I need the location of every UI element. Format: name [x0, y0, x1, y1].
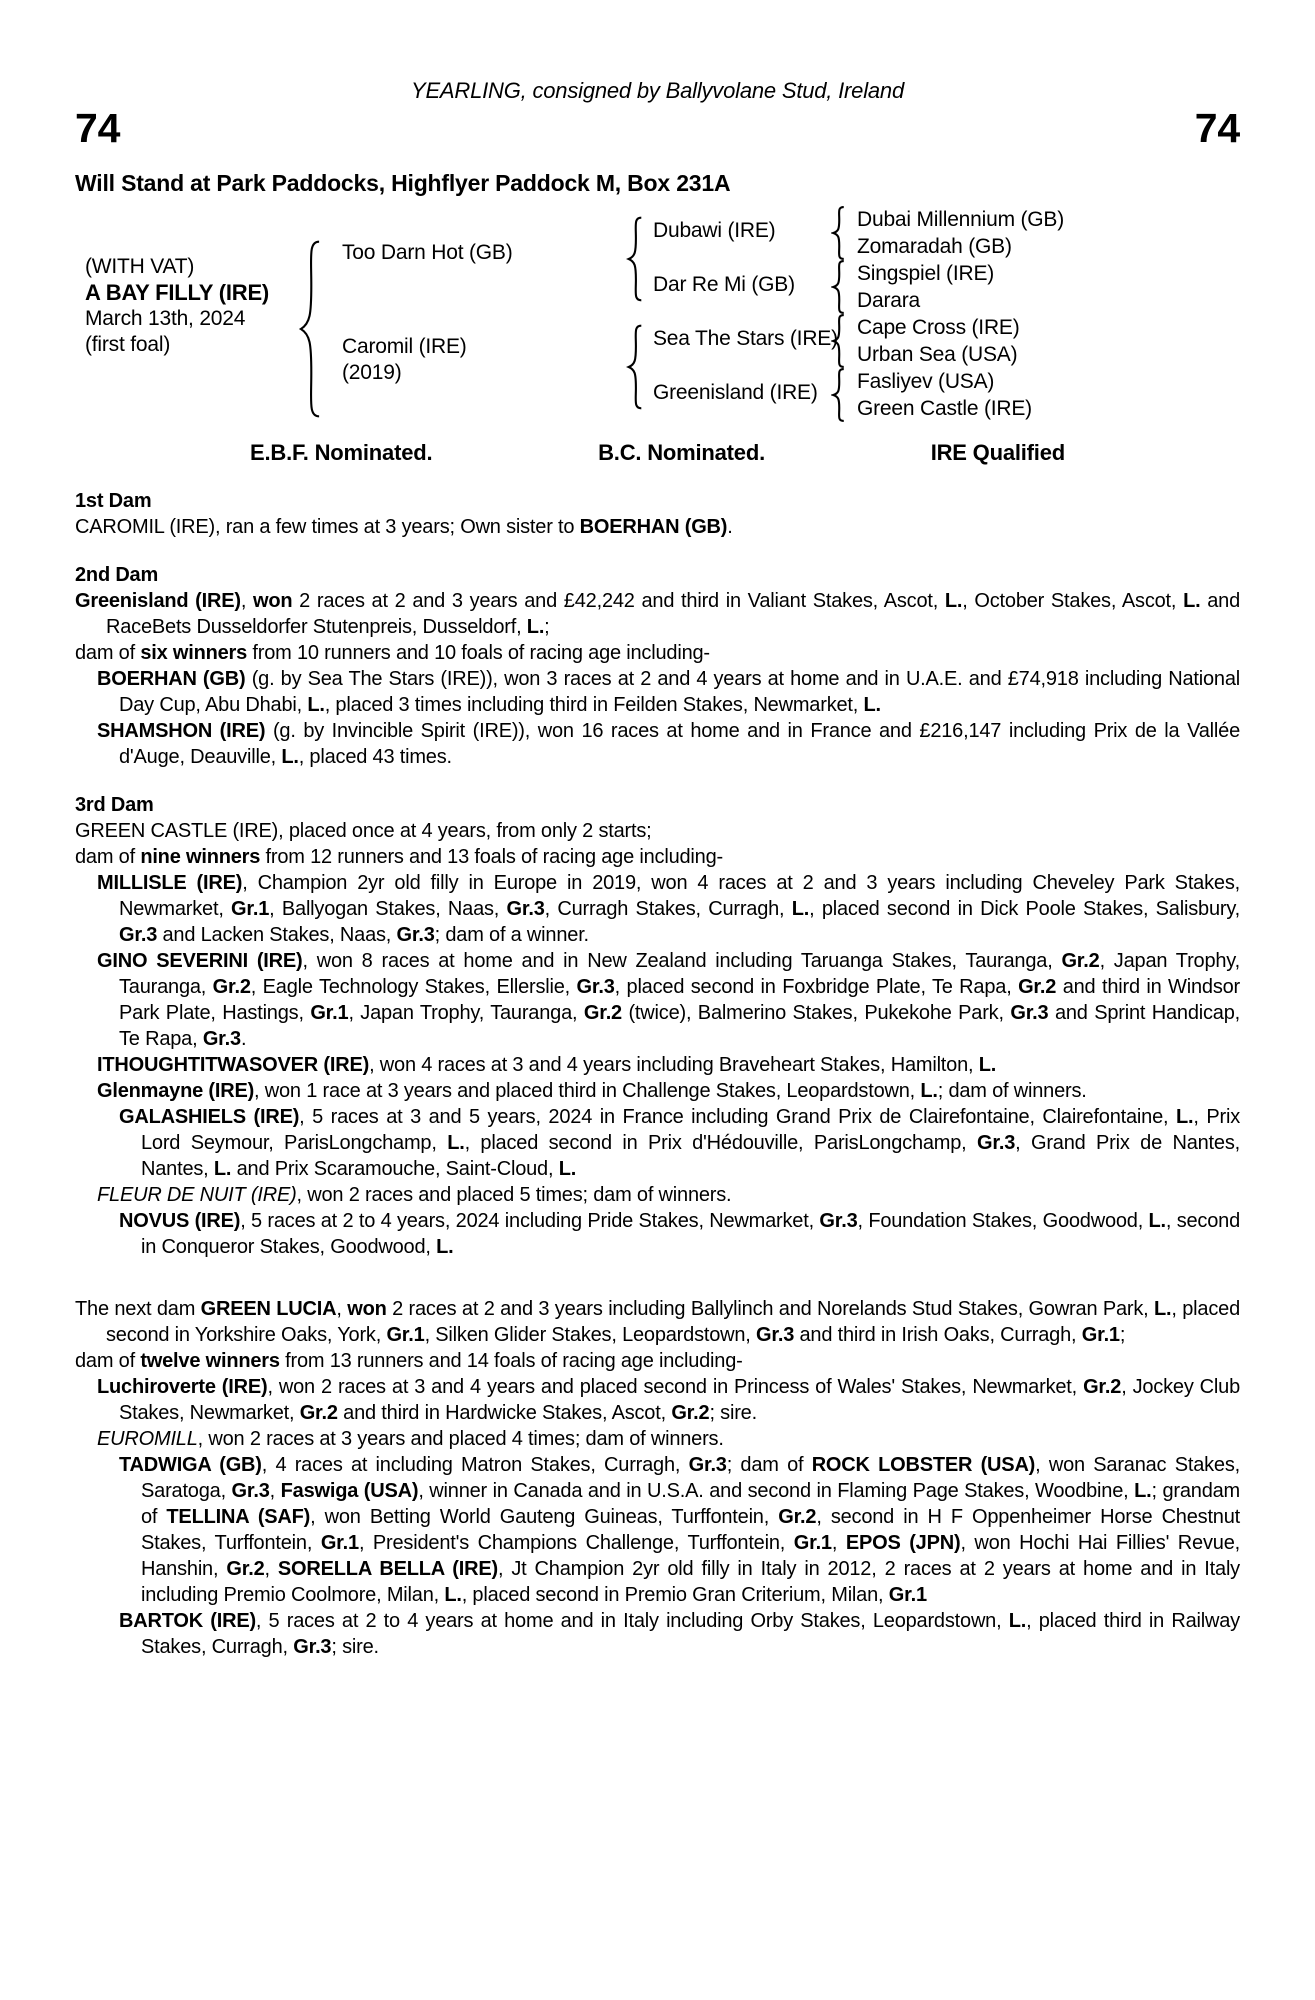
- dam-section-heading: 1st Dam: [75, 490, 152, 512]
- great-grandparent-name: Urban Sea (USA): [857, 343, 1018, 366]
- lot-details: [85, 254, 269, 358]
- pedigree-paragraph: Glenmayne (IRE), won 1 race at 3 years and placed third in Challenge Stakes, Leopardstown, L.; dam of winners.: [97, 1080, 1087, 1102]
- dam-sire-name: Sea The Stars (IRE): [653, 327, 838, 350]
- lot-number-right: 74: [1194, 105, 1240, 151]
- pedigree-table: [75, 204, 1240, 438]
- dam-section-heading: 3rd Dam: [75, 794, 154, 816]
- catalogue-text: [75, 488, 1240, 1660]
- pedigree-paragraph: NOVUS (IRE), 5 races at 2 to 4 years, 2024 including Pride Stakes, Newmarket, Gr.3, Foundation Stakes, Goodwood, L., second in Conqueror Stakes, Goodwood, L.: [119, 1210, 1240, 1258]
- pedigree-paragraph: BARTOK (IRE), 5 races at 2 to 4 years at home and in Italy including Orby Stakes, Leopardstown, L., placed third in Railway Stakes, Curragh, Gr.3; sire.: [119, 1610, 1240, 1658]
- pedigree-paragraph: BOERHAN (GB) (g. by Sea The Stars (IRE)), won 3 races at 2 and 4 years at home and in U.A.E. and £74,918 including National Day Cup, Abu Dhabi, L., placed 3 times including third in Feilden Stakes, Newmarket, L.: [97, 668, 1241, 716]
- stand-location-line: Will Stand at Park Paddocks, Highflyer Paddock M, Box 231A: [75, 170, 731, 196]
- lot-number-left: 74: [75, 105, 121, 151]
- dam-name: Caromil (IRE): [342, 335, 467, 358]
- horse-name: A BAY FILLY (IRE): [85, 280, 270, 305]
- pedigree-paragraph: GALASHIELS (IRE), 5 races at 3 and 5 years, 2024 in France including Grand Prix de Clairefontaine, Clairefontaine, L., Prix Lord Seymour, ParisLongchamp, L., placed second in Prix d'Hédouville, ParisLongchamp, Gr.3, Grand Prix de Nantes, Nantes, L. and Prix Scaramouche, Saint-Cloud, L.: [119, 1106, 1240, 1180]
- great-grandparent-name: Zomaradah (GB): [857, 235, 1012, 258]
- sire-name: Too Darn Hot (GB): [342, 241, 513, 264]
- great-grandparent-name: Green Castle (IRE): [857, 397, 1032, 420]
- pedigree-brace: [626, 324, 644, 410]
- pedigree-brace: [831, 368, 846, 422]
- pedigree-paragraph: FLEUR DE NUIT (IRE), won 2 races and placed 5 times; dam of winners.: [97, 1184, 732, 1206]
- consignor-line: YEARLING, consigned by Ballyvolane Stud, Ireland: [410, 78, 905, 103]
- sire-dam-name: Dar Re Mi (GB): [653, 273, 795, 296]
- great-grandparent-name: Darara: [857, 289, 920, 312]
- great-grandparent-name: Cape Cross (IRE): [857, 316, 1020, 339]
- pedigree-paragraph: SHAMSHON (IRE) (g. by Invincible Spirit (IRE)), won 16 races at home and in France and £216,147 including Prix de la Vallée d'Auge, Deauville, L., placed 43 times.: [97, 720, 1241, 768]
- pedigree-paragraph: dam of six winners from 10 runners and 10 foals of racing age including-: [75, 642, 710, 664]
- pedigree-paragraph: EUROMILL, won 2 races at 3 years and placed 4 times; dam of winners.: [97, 1428, 724, 1450]
- lot-number-row: [75, 106, 1240, 150]
- pedigree-paragraph: ITHOUGHTITWASOVER (IRE), won 4 races at 3 and 4 years including Braveheart Stakes, Hamilton, L.: [97, 1054, 997, 1076]
- sire-sire-name: Dubawi (IRE): [653, 219, 776, 242]
- pedigree-paragraph: dam of nine winners from 12 runners and 13 foals of racing age including-: [75, 846, 723, 868]
- pedigree-paragraph: dam of twelve winners from 13 runners and 14 foals of racing age including-: [75, 1350, 743, 1372]
- pedigree-paragraph: The next dam GREEN LUCIA, won 2 races at 2 and 3 years including Ballylinch and Norelands Stud Stakes, Gowran Park, L., placed second in Yorkshire Oaks, York, Gr.1, Silken Glider Stakes, Leopardstown, Gr.3 and third in Irish Oaks, Curragh, Gr.1;: [75, 1298, 1240, 1346]
- nominations-row: [75, 440, 1240, 466]
- pedigree-paragraph: CAROMIL (IRE), ran a few times at 3 years; Own sister to BOERHAN (GB).: [75, 516, 733, 538]
- pedigree-paragraph: TADWIGA (GB), 4 races at including Matron Stakes, Curragh, Gr.3; dam of ROCK LOBSTER (USA), won Saranac Stakes, Saratoga, Gr.3, Faswiga (USA), winner in Canada and in U.S.A. and second in Flaming Page Stakes, Woodbine, L.; grandam of TELLINA (SAF), won Betting World Gauteng Guineas, Turffontein, Gr.2, second in H F Oppenheimer Horse Chestnut Stakes, Turffontein, Gr.1, President's Champions Challenge, Turffontein, Gr.1, EPOS (JPN), won Hochi Hai Fillies' Revue, Hanshin, Gr.2, SORELLA BELLA (IRE), Jt Champion 2yr old filly in Italy in 2012, 2 races at 2 years at home and in Italy including Premio Coolmore, Milan, L., placed second in Premio Gran Criterium, Milan, Gr.1: [119, 1454, 1241, 1606]
- great-grandparent-name: Dubai Millennium (GB): [857, 208, 1065, 231]
- dam-section-heading: 2nd Dam: [75, 564, 159, 586]
- pedigree-brace: [831, 260, 846, 314]
- pedigree-paragraph: Luchiroverte (IRE), won 2 races at 3 and 4 years and placed second in Princess of Wales' Stakes, Newmarket, Gr.2, Jockey Club Stakes, Newmarket, Gr.2 and third in Hardwicke Stakes, Ascot, Gr.2; sire.: [97, 1376, 1241, 1424]
- vat-note: (WITH VAT): [85, 255, 195, 278]
- pedigree-brace: [626, 216, 644, 302]
- dam-year: (2019): [342, 361, 402, 384]
- ire-qualified: IRE Qualified: [930, 440, 1065, 465]
- pedigree-paragraph: Greenisland (IRE), won 2 races at 2 and 3 years and £42,242 and third in Valiant Stakes, Ascot, L., October Stakes, Ascot, L. and RaceBets Dusseldorfer Stutenpreis, Dusseldorf, L.;: [75, 590, 1240, 638]
- dam-dam-name: Greenisland (IRE): [653, 381, 818, 404]
- great-grandparent-name: Singspiel (IRE): [857, 262, 995, 285]
- pedigree-paragraph: GREEN CASTLE (IRE), placed once at 4 years, from only 2 starts;: [75, 820, 652, 842]
- pedigree-brace: [297, 238, 323, 420]
- pedigree-paragraph: MILLISLE (IRE), Champion 2yr old filly in Europe in 2019, won 4 races at 2 and 3 years including Cheveley Park Stakes, Newmarket, Gr.1, Ballyogan Stakes, Naas, Gr.3, Curragh Stakes, Curragh, L., placed second in Dick Poole Stakes, Salisbury, Gr.3 and Lacken Stakes, Naas, Gr.3; dam of a winner.: [97, 872, 1240, 946]
- pedigree-brace: [831, 206, 846, 260]
- pedigree-paragraph: GINO SEVERINI (IRE), won 8 races at home and in New Zealand including Taruanga Stakes, Tauranga, Gr.2, Japan Trophy, Tauranga, Gr.2, Eagle Technology Stakes, Ellerslie, Gr.3, placed second in Foxbridge Plate, Te Rapa, Gr.2 and third in Windsor Park Plate, Hastings, Gr.1, Japan Trophy, Tauranga, Gr.2 (twice), Balmerino Stakes, Pukekohe Park, Gr.3 and Sprint Handicap, Te Rapa, Gr.3.: [97, 950, 1241, 1050]
- foal-date: March 13th, 2024: [85, 307, 246, 330]
- great-grandparent-name: Fasliyev (USA): [857, 370, 995, 393]
- ebf-nomination: E.B.F. Nominated.: [250, 440, 433, 465]
- bc-nomination: B.C. Nominated.: [598, 440, 765, 465]
- foal-note: (first foal): [85, 333, 171, 356]
